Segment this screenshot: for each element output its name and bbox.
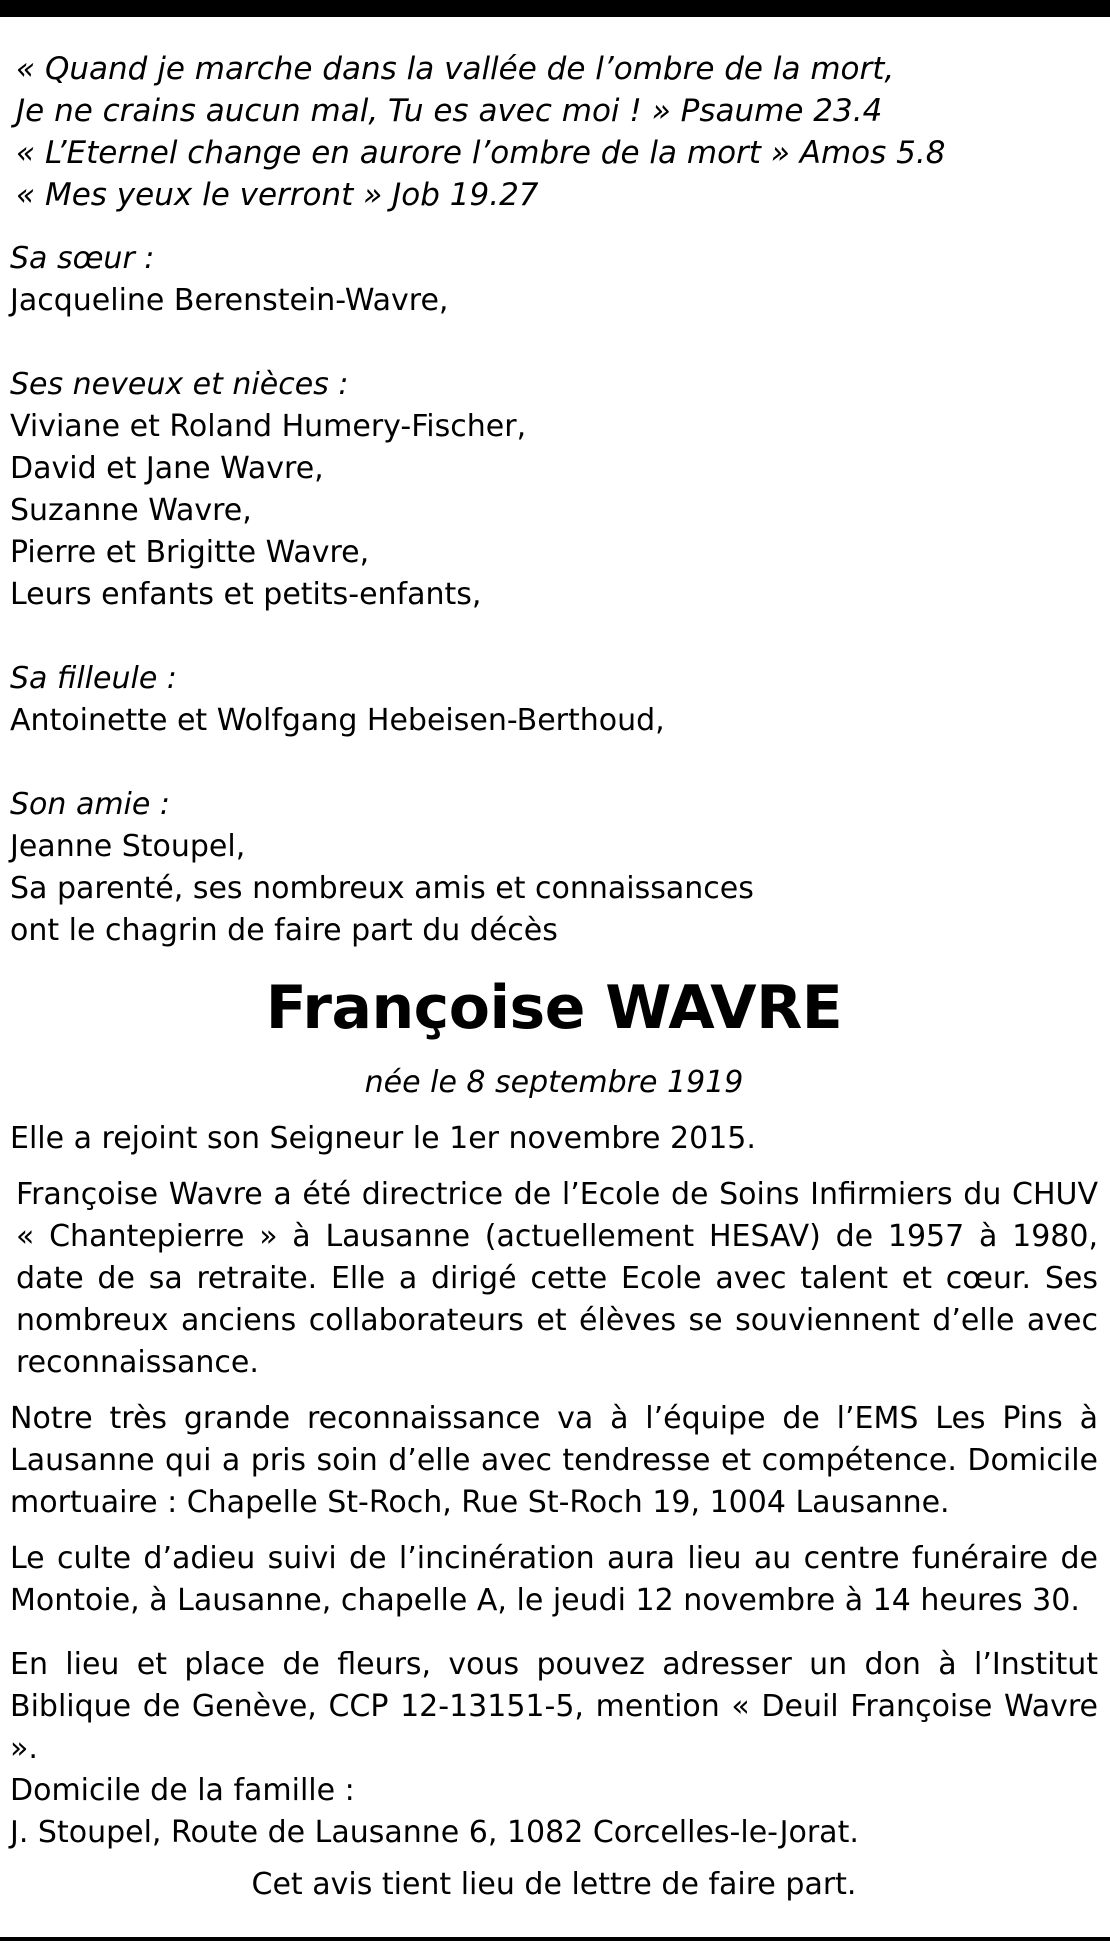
sister-name: Jacqueline Berenstein-Wavre,: [10, 283, 449, 318]
quote-line: Je ne crains aucun mal, Tu es avec moi ! » Psaume 23.4: [16, 93, 883, 129]
birth-date: née le 8 septembre 1919: [364, 1065, 744, 1100]
nephew-name: Viviane et Roland Humery-Fischer,: [10, 409, 527, 444]
friend-name: Jeanne Stoupel,: [10, 829, 246, 864]
spacer: [10, 322, 1098, 364]
death-paragraph: Elle a rejoint son Seigneur le 1er novembre 2015.: [10, 1121, 756, 1156]
relatives-line: Sa parenté, ses nombreux amis et connaissances: [10, 871, 754, 906]
goddaughter-group: [10, 658, 1098, 742]
nephew-name: Pierre et Brigitte Wavre,: [10, 535, 370, 570]
nephew-name: Suzanne Wavre,: [10, 493, 252, 528]
nephew-name: David et Jane Wavre,: [10, 451, 324, 486]
quote-line: « Mes yeux le verront » Job 19.27: [16, 177, 539, 213]
top-rule: [0, 0, 1110, 17]
notice-content: [10, 48, 1098, 1906]
thanks-paragraph: [10, 1398, 1098, 1524]
service-paragraph: Le culte d’adieu suivi de l’incinération aura lieu au centre funéraire de Montoie, à Lausanne, chapelle A, le jeudi 12 novembre à 14 heures 30.: [10, 1541, 1098, 1618]
friend-group: [10, 784, 1098, 952]
quote-line: « Quand je marche dans la vallée de l’ombre de la mort,: [16, 51, 895, 87]
career-paragraph: Françoise Wavre a été directrice de l’Ecole de Soins Infirmiers du CHUV « Chantepierre » à Lausanne (actuellement HESAV) de 1957 à 1980, date de sa retraite. Elle a dirigé cette Ecole avec talent et cœur. Ses nombreux anciens collaborateurs et élèves se souviennent d’elle avec reconnaissance.: [16, 1177, 1098, 1380]
deceased-name: Françoise WAVRE: [265, 973, 843, 1043]
goddaughter-name: Antoinette et Wolfgang Hebeisen-Berthoud,: [10, 703, 665, 738]
spacer: [10, 742, 1098, 784]
thanks-text: Notre très grande reconnaissance va à l’équipe de l’EMS Les Pins à Lausanne qui a pris soin d’elle avec tendresse et compétence.: [10, 1401, 1098, 1478]
nephew-name: Leurs enfants et petits-enfants,: [10, 577, 482, 612]
family-label: Domicile de la famille :: [10, 1773, 355, 1808]
sister-group: [10, 238, 1098, 322]
announcement-line: ont le chagrin de faire part du décès: [10, 913, 558, 948]
sister-label: Sa sœur :: [10, 241, 155, 276]
spacer: [10, 616, 1098, 658]
closing-line: Cet avis tient lieu de lettre de faire part.: [251, 1867, 857, 1902]
goddaughter-label: Sa filleule :: [10, 661, 177, 696]
donation-paragraph: [10, 1644, 1098, 1854]
quote-line: « L’Eternel change en aurore l’ombre de la mort » Amos 5.8: [16, 135, 946, 171]
nephews-group: [10, 364, 1098, 616]
family-address: J. Stoupel, Route de Lausanne 6, 1082 Corcelles-le-Jorat.: [10, 1815, 859, 1850]
friend-label: Son amie :: [10, 787, 170, 822]
scripture-quotes: [10, 48, 1098, 216]
bottom-rule: [0, 1937, 1110, 1941]
mortuary-text: Domicile mortuaire : Chapelle St-Roch, Rue St-Roch 19, 1004 Lausanne.: [10, 1443, 1098, 1520]
nephews-label: Ses neveux et nièces :: [10, 367, 349, 402]
donation-text: En lieu et place de fleurs, vous pouvez adresser un don à l’Institut Biblique de Genève, CCP 12-13151-5, mention « Deuil Françoise Wavre ».: [10, 1647, 1098, 1766]
